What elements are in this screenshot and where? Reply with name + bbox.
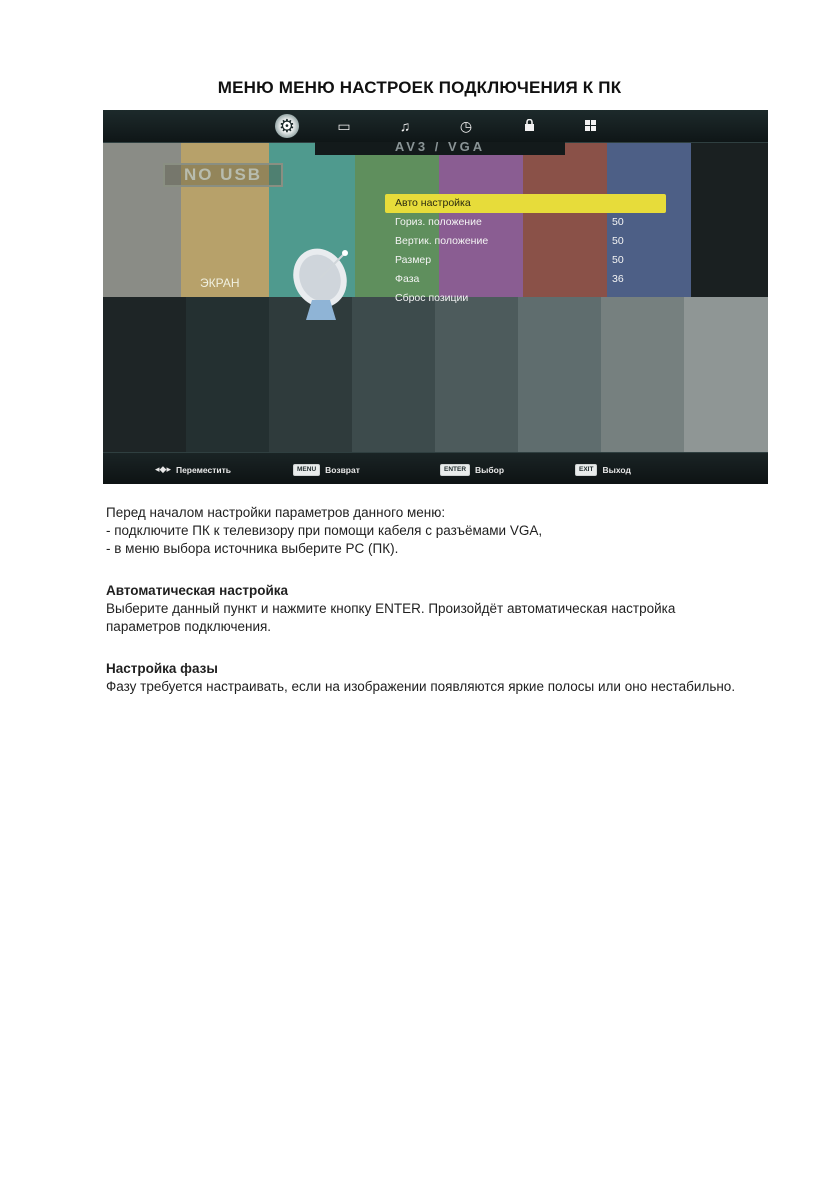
menu-item-label: Вертик. положение — [395, 235, 489, 247]
tab-time[interactable] — [454, 114, 478, 138]
color-bar — [518, 297, 601, 452]
menu-item-label: Сброс позиции — [395, 292, 469, 304]
arrows-icon: ◂◆▸ — [155, 464, 171, 474]
auto-section — [106, 582, 746, 636]
intro-line: - подключите ПК к телевизору при помощи кабеля с разъёмами VGA, — [106, 523, 543, 538]
menu-item-h-position[interactable] — [385, 213, 666, 232]
color-bar — [601, 297, 684, 452]
gear-icon: ⚙ — [278, 115, 296, 136]
color-bar — [684, 297, 768, 452]
menu-key[interactable]: MENU — [293, 464, 320, 476]
menu-item-phase[interactable] — [385, 270, 666, 289]
intro-paragraph — [106, 504, 746, 558]
color-bars-bottom — [103, 297, 768, 452]
menu-item-value: 36 — [612, 273, 624, 285]
screen-section-label: ЭКРАН — [200, 276, 240, 290]
satellite-dish-icon — [290, 238, 362, 327]
tab-lock[interactable] — [517, 114, 541, 138]
hint-label: Возврат — [325, 465, 360, 475]
hint-bar — [103, 452, 768, 484]
grid-icon — [585, 118, 596, 134]
color-bar — [435, 297, 518, 452]
menu-item-label: Фаза — [395, 273, 420, 285]
menu-item-auto-adjust[interactable] — [385, 194, 666, 213]
intro-line: - в меню выбора источника выберите PC (ПК). — [106, 541, 399, 556]
hint-label: Переместить — [175, 464, 232, 475]
section-heading: Настройка фазы — [106, 661, 218, 676]
menu-item-value: 50 — [612, 216, 624, 228]
menu-tab-bar — [103, 110, 768, 143]
hint-select — [440, 464, 504, 476]
section-heading: Автоматическая настройка — [106, 583, 289, 598]
menu-item-reset-position[interactable] — [385, 289, 666, 308]
menu-item-v-position[interactable] — [385, 232, 666, 251]
tab-sound[interactable] — [393, 114, 417, 138]
lock-icon — [524, 118, 535, 134]
intro-line: Перед началом настройки параметров данного меню: — [106, 505, 446, 520]
hint-move — [155, 464, 231, 475]
enter-key[interactable]: ENTER — [440, 464, 470, 476]
tab-picture[interactable] — [332, 114, 356, 138]
menu-item-value: 50 — [612, 254, 624, 266]
color-bar — [186, 297, 269, 452]
phase-section — [106, 660, 746, 696]
music-note-icon: ♫ — [399, 118, 411, 134]
exit-key[interactable]: EXIT — [575, 464, 597, 476]
color-bar — [103, 297, 186, 452]
section-text: Выберите данный пункт и нажмите кнопку ENTER. Произойдёт автоматическая настройка параметров подключения. — [106, 601, 676, 634]
menu-item-label: Гориз. положение — [395, 216, 482, 228]
menu-item-value: 50 — [612, 235, 624, 247]
menu-item-label: Размер — [395, 254, 432, 266]
tab-options[interactable] — [578, 114, 602, 138]
hint-label: Выбор — [475, 465, 505, 475]
tv-screenshot — [103, 110, 768, 484]
tab-settings[interactable] — [275, 114, 299, 138]
hint-back — [293, 464, 360, 476]
menu-item-label: Авто настройка — [395, 197, 471, 209]
source-label: AV3 / VGA — [315, 142, 565, 155]
monitor-icon: ▭ — [337, 117, 351, 134]
pc-settings-menu — [385, 194, 666, 308]
color-bar — [352, 297, 435, 452]
hint-exit — [575, 464, 631, 476]
section-text: Фазу требуется настраивать, если на изображении появляются яркие полосы или оно нестабильно. — [106, 679, 736, 694]
clock-icon: ◷ — [459, 117, 473, 134]
hint-label: Выход — [602, 465, 631, 475]
no-usb-badge: NO USB — [163, 163, 283, 187]
menu-item-size[interactable] — [385, 251, 666, 270]
color-bar — [691, 142, 768, 297]
page-title: МЕНЮ МЕНЮ НАСТРОЕК ПОДКЛЮЧЕНИЯ К ПК — [217, 78, 622, 97]
